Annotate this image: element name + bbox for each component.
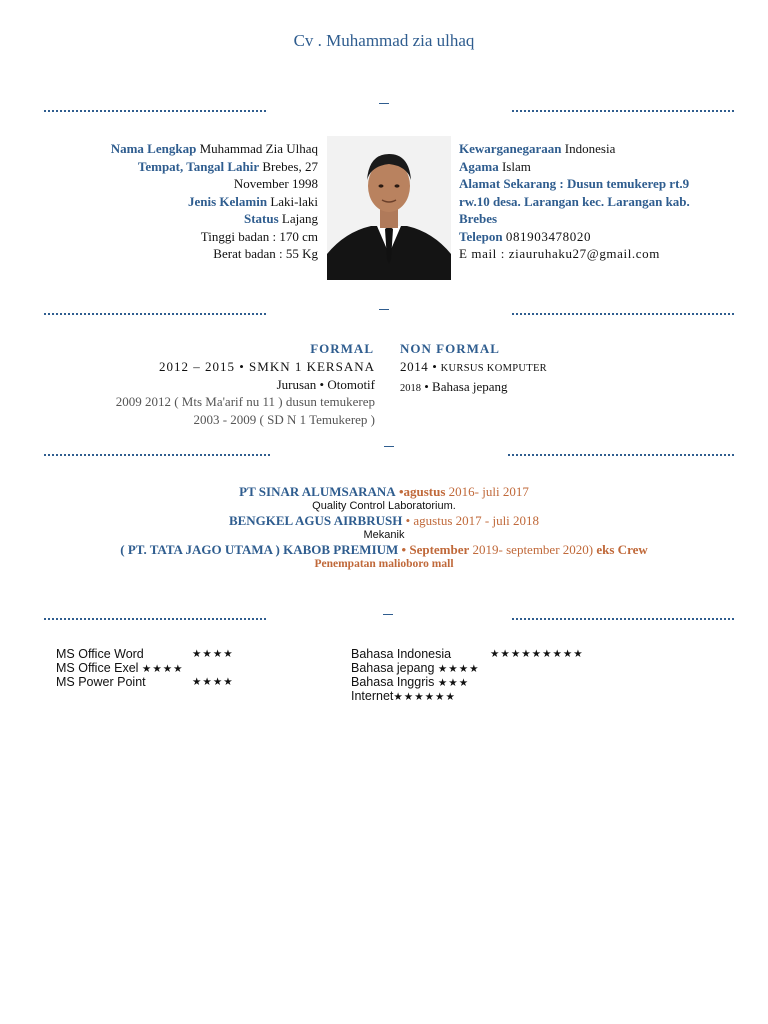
list-item: 2009 2012 ( Mts Ma'arif nu 11 ) dusun temukerep <box>115 394 375 409</box>
personal-row-ttl: Tempat, Tangal Lahir Brebes, 27 <box>137 158 318 174</box>
section-divider-right <box>512 313 734 315</box>
list-item: 2003 - 2009 ( SD N 1 Temukerep ) <box>193 411 375 427</box>
experience-line: BENGKEL AGUS AIRBRUSH • agustus 2017 - juli 2018 <box>228 513 540 528</box>
section-divider-right <box>512 618 734 620</box>
section-marker <box>383 614 393 615</box>
profile-photo <box>327 136 451 280</box>
avatar <box>327 136 451 280</box>
list-item: 2018 • Bahasa jepang <box>400 378 508 394</box>
personal-right <box>459 140 759 263</box>
skill-row: Bahasa jepang ★★★★ <box>351 661 480 675</box>
section-marker <box>379 309 389 310</box>
personal-row-nama: Nama Lengkap Muhammad Zia Ulhaq <box>110 141 318 156</box>
experience-line: ( PT. TATA JAGO UTAMA ) KABOB PREMIUM • September 2019- september 2020) eks Crew <box>120 542 648 557</box>
star-icon: ★★★★★★ <box>393 691 456 703</box>
star-icon: ★★★ <box>437 677 470 689</box>
row-alamat-2: rw.10 desa. Larangan kec. Larangan kab. <box>459 193 690 209</box>
star-icon: ★★★★ <box>192 676 234 688</box>
nonformal-education-list <box>400 358 547 397</box>
experience-section <box>0 484 768 571</box>
section-divider-left <box>44 110 266 112</box>
experience-line: PT SINAR ALUMSARANA •agustus 2016- juli 2017 <box>239 484 529 499</box>
skill-row: Bahasa Inggris ★★★ <box>351 675 470 689</box>
formal-heading: FORMAL <box>310 341 374 356</box>
experience-line: Mekanik <box>363 529 405 541</box>
star-icon: ★★★★★★★★★ <box>490 648 584 660</box>
row-agama: Agama Islam <box>459 158 531 174</box>
skill-row: MS Office Word ★★★★ <box>56 647 234 661</box>
skill-row: Bahasa Indonesia ★★★★★★★★★ <box>351 647 584 661</box>
list-item: 2012 – 2015 • SMKN 1 KERSANA <box>158 359 375 374</box>
personal-row-ttl-cont: November 1998 <box>233 176 318 191</box>
personal-row-weight: Berat badan : 55 Kg <box>213 246 318 261</box>
experience-line: Penempatan malioboro mall <box>314 558 454 570</box>
row-alamat-3: Brebes <box>459 211 498 226</box>
skill-row: Internet★★★★★★ <box>351 689 456 703</box>
personal-row-height: Tinggi badan : 170 cm <box>200 228 318 244</box>
list-item: 2014 • KURSUS KOMPUTER <box>400 359 547 374</box>
section-marker <box>379 103 389 104</box>
skill-row: MS Office Exel ★★★★ <box>56 661 184 675</box>
page-title: Cv . Muhammad zia ulhaq <box>293 31 475 50</box>
list-item: Jurusan • Otomotif <box>276 376 375 392</box>
nonformal-heading: NON FORMAL <box>400 341 500 356</box>
section-divider-left <box>44 618 266 620</box>
formal-education-list <box>40 358 375 428</box>
row-alamat-1: Alamat Sekarang : Dusun temukerep rt.9 <box>459 176 690 191</box>
personal-row-gender: Jenis Kelamin Laki-laki <box>188 193 318 209</box>
row-email: E mail : ziauruhaku27@gmail.com <box>459 246 660 261</box>
star-icon: ★★★★ <box>437 663 480 675</box>
row-kewarganegaraan: Kewarganegaraan Indonesia <box>459 141 616 156</box>
section-divider-left <box>44 454 270 456</box>
star-icon: ★★★★ <box>192 648 234 660</box>
section-divider-right <box>508 454 734 456</box>
personal-row-status: Status Lajang <box>243 211 318 226</box>
section-divider-left <box>44 313 266 315</box>
section-divider-right <box>512 110 734 112</box>
star-icon: ★★★★ <box>141 663 184 675</box>
row-telepon: Telepon 081903478020 <box>459 228 592 244</box>
personal-left <box>40 140 318 263</box>
section-marker <box>384 446 394 447</box>
experience-line: Quality Control Laboratorium. <box>312 500 456 512</box>
skill-row: MS Power Point ★★★★ <box>56 675 234 689</box>
